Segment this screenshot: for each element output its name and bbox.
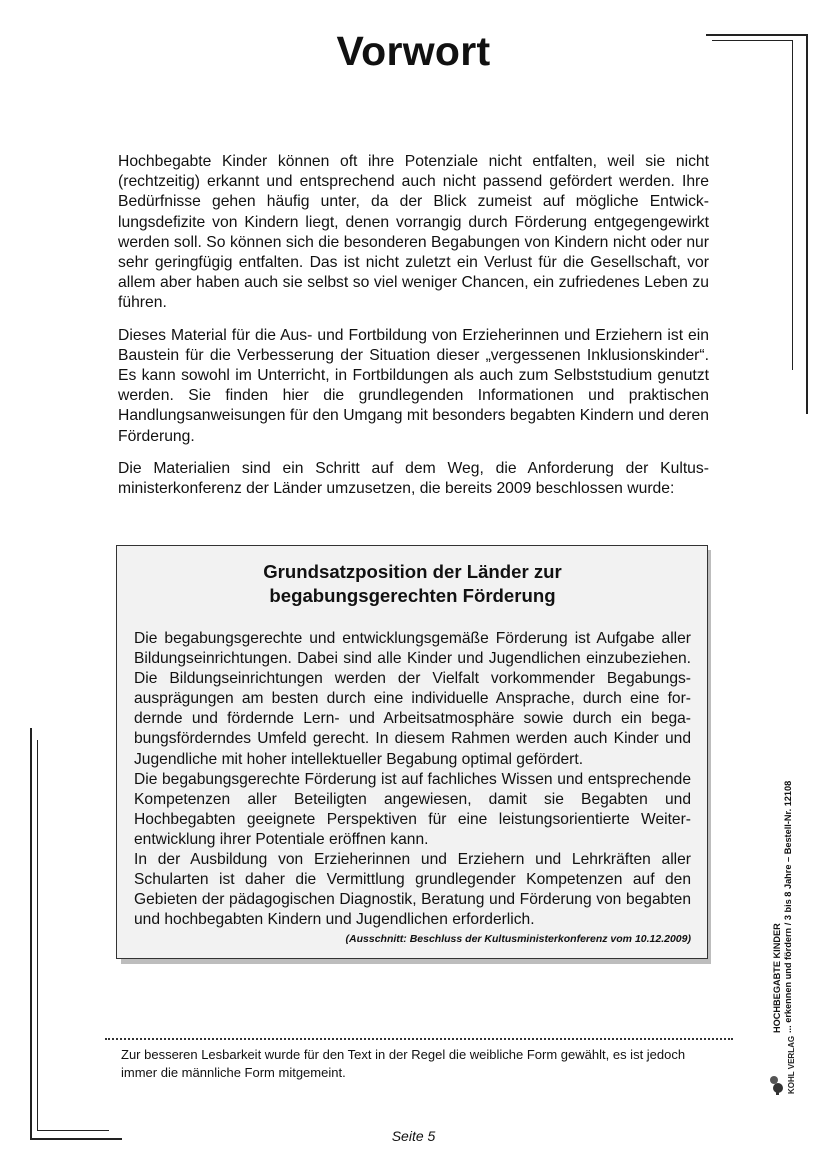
- side-strip-subtitle: ... erkennen und fördern / 3 bis 8 Jahre – Bestell-Nr. 12108: [783, 780, 793, 1033]
- frame-line-top-right-outer: [706, 34, 806, 36]
- quote-paragraph: Die begabungsgerechte Förderung ist auf fachliches Wissen und entsprechende Kompetenzen aller Beteiligten angewiesen, damit sie Begabten und Hochbegabten geeignete Perspektiven für eine leistungsorientierte Weiterentwicklung ihrer Potentiale eröffnen kann.: [134, 770, 691, 848]
- intro-paragraph: Hochbegabte Kinder können oft ihre Potenziale nicht entfalten, weil sie nicht (rechtzeitig) erkannt und entsprechend auch nicht passend gefördert werden. Ihre Bedürfnisse gehen häufig unter, da der Blick zumeist auf mögliche Entwicklungsdefizite von Kindern liegt, denen vorrangig durch Förderung entgegengewirkt werden soll. So können sich die besonderen Begabungen von Kindern nicht oder nur sehr geringfügig entfalten. Das ist nicht zuletzt ein Verlust für die Gesellschaft, vor allem aber haben auch sie selbst so viel weniger Chancen, ein zufriedenes Leben zu führen.: [118, 153, 709, 312]
- quote-box-title-line: Grundsatzposition der Länder zur: [263, 561, 562, 582]
- quote-box-title: [134, 560, 691, 608]
- quote-box-title-line: begabungsgerechten Förderung: [269, 585, 556, 606]
- quote-paragraph: In der Ausbildung von Erzieherinnen und Erziehern und Lehrkräften aller Schularten ist daher die Vermittlung grundlegender Kompetenzen auf den Gebieten der pädagogischen Diagnostik, Beratung und Förderung von begabten und hochbegabten Kindern und Jugendlichen erforderlich.: [134, 851, 691, 929]
- quote-paragraph: Die begabungsgerechte und entwicklungsgemäße Förderung ist Aufgabe aller Bildungseinrichtungen. Dabei sind alle Kinder und Jugendlichen einzubeziehen. Die Bildungseinrichtungen werden der Vielfalt vorkommender Begabungsausprägungen am besten durch eine individuelle Ansprache, durch eine fordernde und fördernde Lern- und Arbeitsatmosphäre sowie durch ein begabungsförderndes Umfeld gerecht. In diesem Rahmen werden auch Kinder und Jugendliche mit hoher intellektueller Begabung optimal gefördert.: [134, 630, 691, 768]
- page-number: Seite 5: [391, 1128, 436, 1144]
- frame-line-right-inner: [792, 40, 793, 370]
- page-title: Vorwort: [336, 28, 491, 74]
- side-strip-title: HOCHBEGABTE KINDER: [772, 923, 782, 1033]
- publisher-logo: [764, 1024, 802, 1096]
- publisher-logo-text: KOHL VERLAG: [787, 1035, 796, 1094]
- frame-line-right-outer: [806, 34, 808, 414]
- frame-line-left-inner: [37, 740, 38, 1130]
- intro-paragraph: Dieses Material für die Aus- und Fortbildung von Erzieherinnen und Erziehern ist ein Baustein für die Verbesserung der Situation dieser „vergessenen Inklusionskinder“. Es kann sowohl im Unterricht, in Fortbildungen als auch zum Selbststudium genutzt werden. Sie finden hier die grundlegenden Informationen und praktischen Handlungsanweisungen für den Umgang mit besonders begabten Kindern und deren Förderung.: [118, 326, 709, 445]
- intro-text: [118, 152, 709, 511]
- intro-paragraph: Die Materialien sind ein Schritt auf dem Weg, die Anforderung der Kultusministerkonferenz der Länder umzusetzen, die bereits 2009 beschlossen wurde:: [118, 459, 709, 498]
- quote-source: (Ausschnitt: Beschluss der Kultusministerkonferenz vom 10.12.2009): [345, 933, 691, 946]
- footnote-divider: [105, 1038, 733, 1040]
- quote-box: [116, 545, 708, 959]
- frame-line-top-right-inner: [712, 40, 792, 41]
- footnote: Zur besseren Lesbarkeit wurde für den Text in der Regel die weibliche Form gewählt, es ist jedoch immer die männliche Form mitgemeint.: [121, 1047, 686, 1080]
- frame-line-left-outer: [30, 728, 32, 1138]
